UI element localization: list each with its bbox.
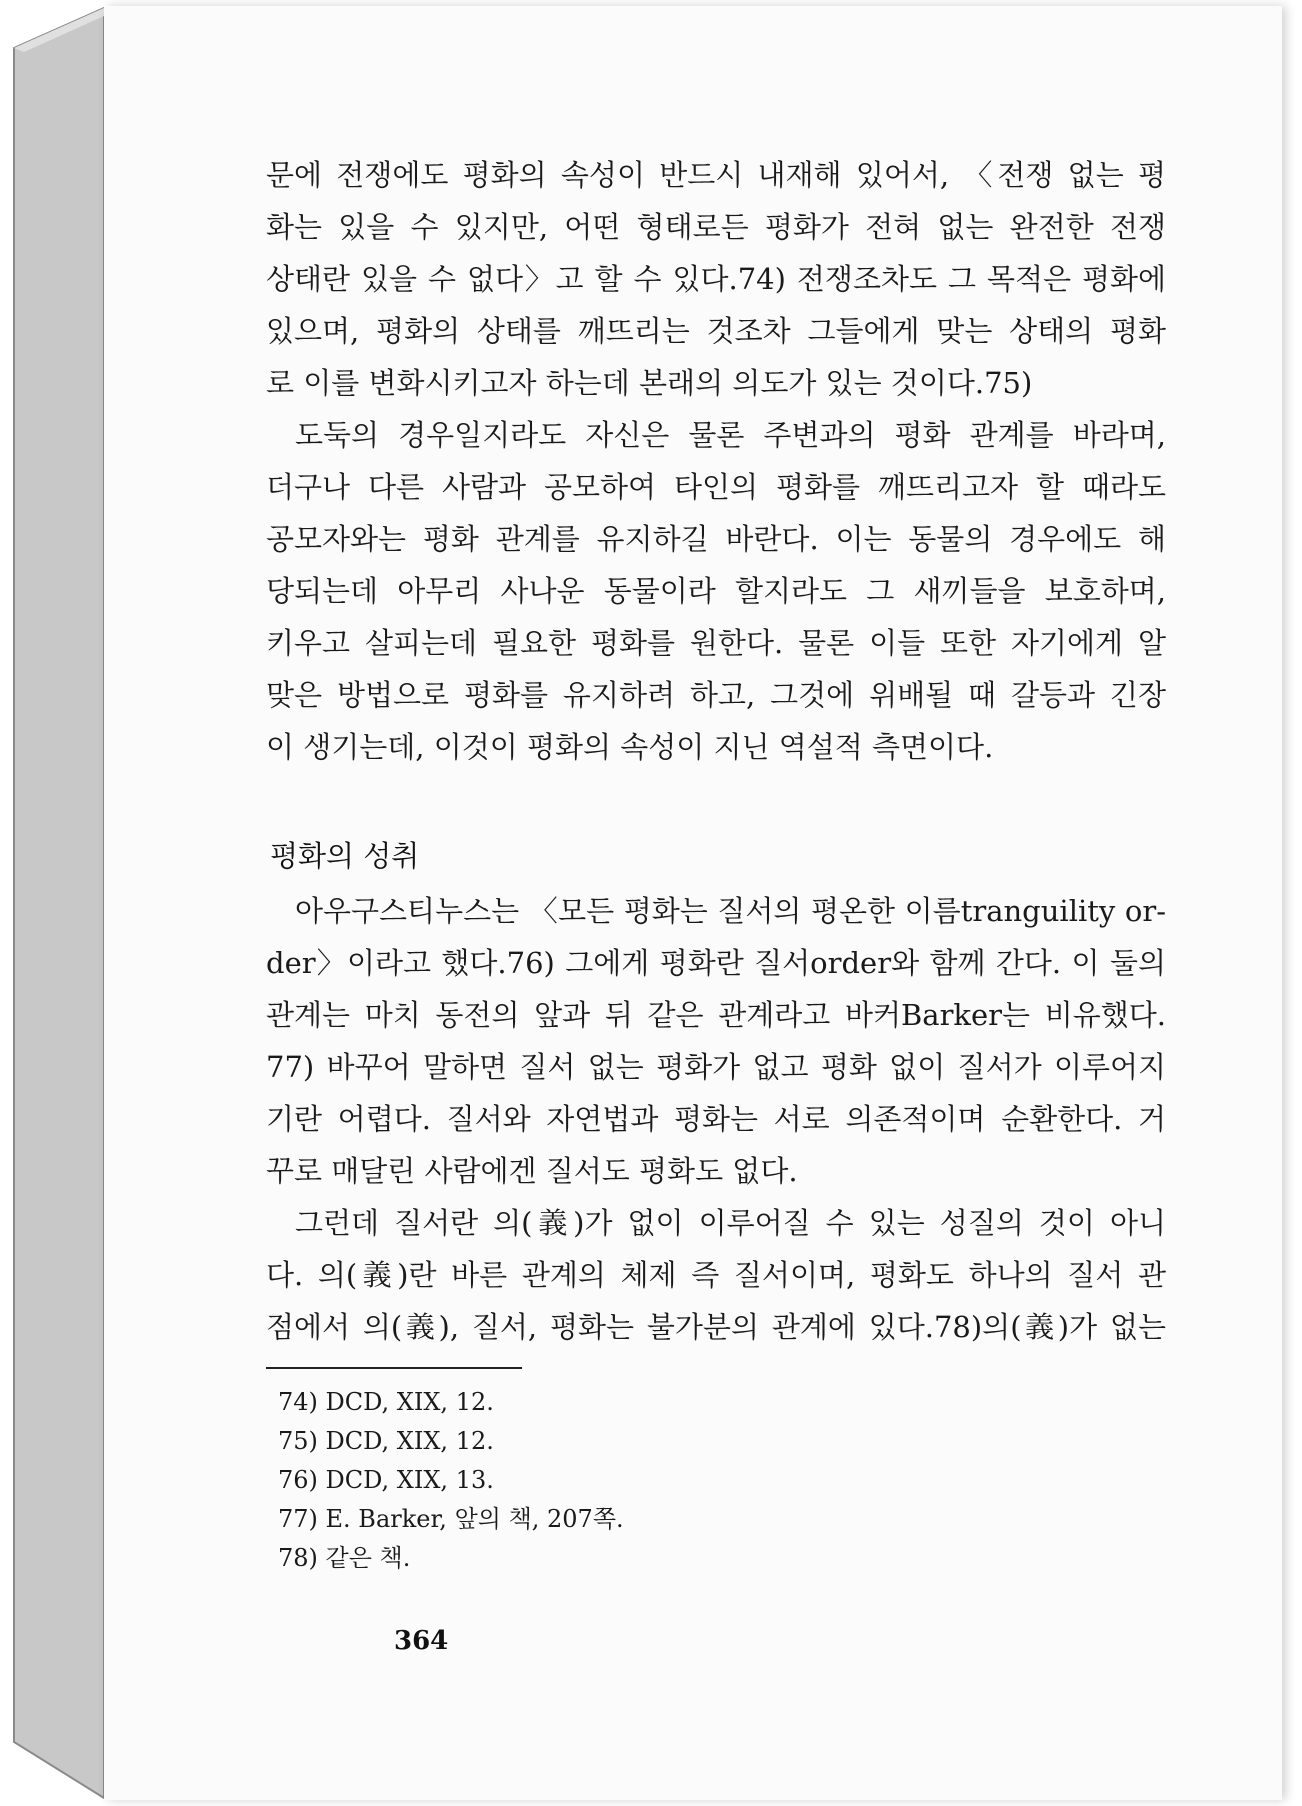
body-line: 맞은 방법으로 평화를 유지하려 하고, 그것에 위배될 때 갈등과 긴장 xyxy=(266,678,1166,712)
body-line: 상태란 있을 수 없다〉고 할 수 있다.74) 전쟁조차도 그 목적은 평화에 xyxy=(266,262,1166,296)
footnote: 76) DCD, XIX, 13. xyxy=(278,1466,494,1494)
footnote: 77) E. Barker, 앞의 책, 207쪽. xyxy=(278,1505,624,1533)
page-number: 364 xyxy=(394,1626,449,1656)
body-line: 당되는데 아무리 사나운 동물이라 할지라도 그 새끼들을 보호하며, xyxy=(266,574,1166,608)
body-line: 다. 의(義)란 바른 관계의 체제 즉 질서이며, 평화도 하나의 질서 관 xyxy=(266,1258,1166,1292)
body-line: 아우구스티누스는 〈모든 평화는 질서의 평온한 이름tranguility or- xyxy=(295,894,1166,928)
document-page xyxy=(104,6,1282,1800)
body-line: 꾸로 매달린 사람에겐 질서도 평화도 없다. xyxy=(266,1154,798,1188)
section-gap xyxy=(266,773,1166,827)
footnote: 74) DCD, XIX, 12. xyxy=(278,1388,494,1416)
body-line: 이 생기는데, 이것이 평화의 속성이 지닌 역설적 측면이다. xyxy=(266,730,994,764)
body-line: 그런데 질서란 의(義)가 없이 이루어질 수 있는 성질의 것이 아니 xyxy=(295,1206,1166,1240)
body-line: der〉이라고 했다.76) 그에게 평화란 질서order와 함께 간다. 이 둘의 xyxy=(266,946,1166,980)
body-line: 로 이를 변화시키고자 하는데 본래의 의도가 있는 것이다.75) xyxy=(266,366,1033,400)
footnote: 75) DCD, XIX, 12. xyxy=(278,1427,494,1455)
page-content xyxy=(266,149,1166,1578)
body-line: 키우고 살피는데 필요한 평화를 원한다. 물론 이들 또한 자기에게 알 xyxy=(266,626,1166,660)
footnote-divider xyxy=(266,1367,522,1369)
footnote: 78) 같은 책. xyxy=(278,1544,411,1572)
body-line: 문에 전쟁에도 평화의 속성이 반드시 내재해 있어서, 〈전쟁 없는 평 xyxy=(266,158,1166,192)
body-line: 기란 어렵다. 질서와 자연법과 평화는 서로 의존적이며 순환한다. 거 xyxy=(266,1102,1166,1136)
body-line: 공모자와는 평화 관계를 유지하길 바란다. 이는 동물의 경우에도 해 xyxy=(266,522,1166,556)
body-line: 있으며, 평화의 상태를 깨뜨리는 것조차 그들에게 맞는 상태의 평화 xyxy=(266,314,1166,348)
body-line: 더구나 다른 사람과 공모하여 타인의 평화를 깨뜨리고자 할 때라도 xyxy=(266,470,1166,504)
body-line: 도둑의 경우일지라도 자신은 물론 주변과의 평화 관계를 바라며, xyxy=(295,418,1166,452)
section-heading: 평화의 성취 xyxy=(270,839,420,873)
body-line: 점에서 의(義), 질서, 평화는 불가분의 관계에 있다.78)의(義)가 없는 xyxy=(266,1310,1166,1344)
body-line: 화는 있을 수 있지만, 어떤 형태로든 평화가 전혀 없는 완전한 전쟁 xyxy=(266,210,1166,244)
body-line: 77) 바꾸어 말하면 질서 없는 평화가 없고 평화 없이 질서가 이루어지 xyxy=(266,1050,1166,1084)
body-line: 관계는 마치 동전의 앞과 뒤 같은 관계라고 바커Barker는 비유했다. xyxy=(266,998,1166,1032)
